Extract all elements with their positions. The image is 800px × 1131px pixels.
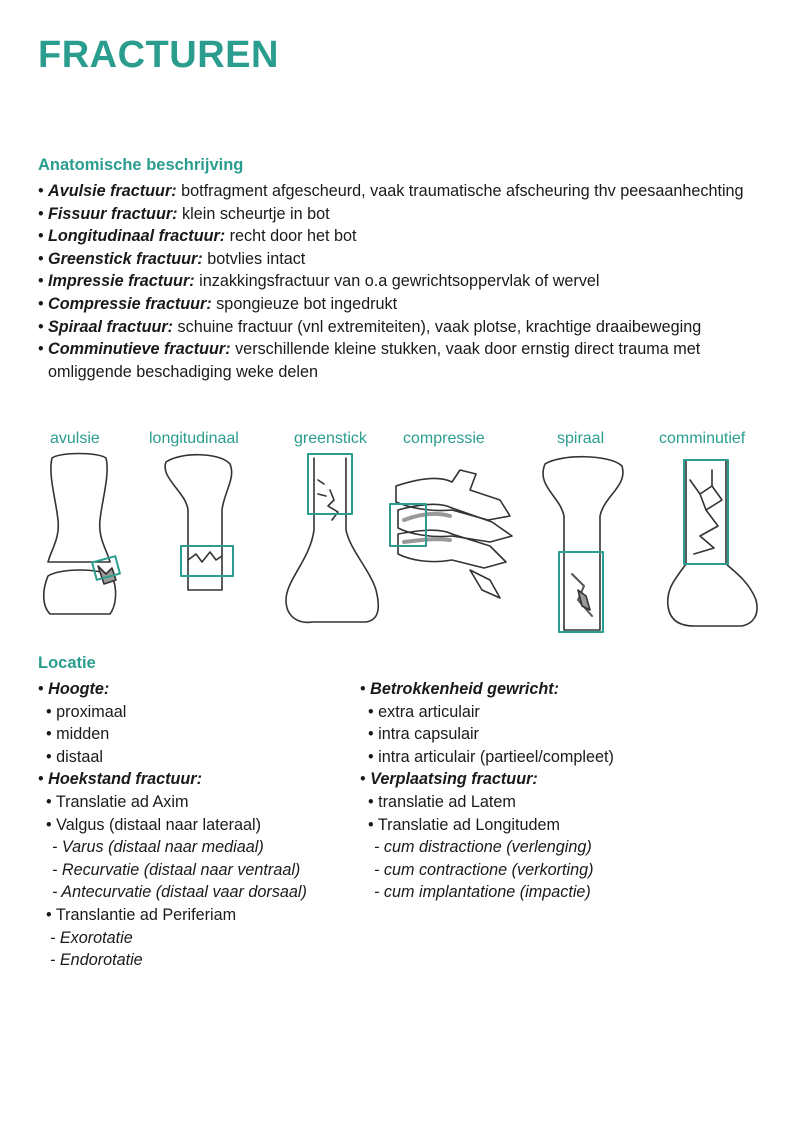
location-subitem: • Valgus (distaal naar lateraal) [46, 815, 262, 834]
fracture-description: verschillende kleine stukken, vaak door ernstig direct trauma met omliggende beschadiging weke delen [48, 340, 701, 381]
location-detail [360, 836, 780, 859]
location-detail [360, 859, 780, 882]
location-subitem-text: intra capsulair [378, 725, 479, 744]
location-subitem-text: midden [56, 725, 110, 744]
location-detail [38, 881, 358, 904]
fracture-term: Spiraal fractuur: [48, 317, 174, 336]
fracture-term: Compressie fractuur: [48, 294, 212, 313]
location-detail-text: - Antecurvatie (distaal vaar dorsaal) [52, 883, 307, 902]
location-subitem-text: proximaal [56, 702, 127, 721]
location-subitem: • Translatie ad Longitudem [368, 815, 560, 834]
fracture-description: schuine fractuur (vnl extremiteiten), vaak plotse, krachtige draaibeweging [173, 317, 702, 336]
location-detail-text: - cum distractione (verlenging) [374, 838, 592, 857]
location-heading-text: Hoekstand fractuur: [48, 770, 202, 789]
location-subitem-text: translatie ad Latem [378, 792, 516, 811]
location-heading: • Betrokkenheid gewricht: [360, 680, 560, 698]
fracture-term: Impressie fractuur: [48, 272, 195, 291]
diagram-label-longitudinaal: longitudinaal [149, 430, 239, 447]
page-title: FRACTUREN [38, 34, 279, 76]
fracture-type-list [38, 180, 768, 383]
location-detail [38, 836, 358, 859]
location-subitem-text: Valgus (distaal naar lateraal) [56, 815, 262, 834]
location-subitem-text: Translatie ad Axim [55, 792, 189, 811]
fracture-description: botfragment afgescheurd, vaak traumatische afscheuring thv peesaanhechting [176, 182, 744, 200]
list-item: • Longitudinaal fractuur: recht door het bot [38, 227, 357, 246]
location-subitem-text: distaal [56, 747, 103, 766]
fracture-description: spongieuze bot ingedrukt [211, 294, 398, 313]
fracture-description: inzakkingsfractuur van o.a gewrichtsoppervlak of wervel [194, 272, 600, 291]
location-subitem: • distaal [46, 747, 103, 766]
location-subitem: • Translatie ad Axim [46, 792, 189, 811]
diagram-label-greenstick: greenstick [294, 430, 367, 447]
compression-vertebra-illustration [390, 470, 512, 598]
location-detail [38, 927, 358, 950]
location-detail [360, 881, 780, 904]
greenstick-bone-illustration [286, 454, 378, 622]
avulsion-bone-illustration [44, 454, 120, 615]
location-subitem: • extra articulair [368, 702, 480, 721]
list-item: • Fissuur fractuur: klein scheurtje in bot [38, 204, 330, 223]
fracture-term: Longitudinaal fractuur: [48, 227, 226, 246]
fracture-term: Greenstick fractuur: [48, 249, 203, 268]
location-subitem: • intra capsulair [368, 725, 479, 744]
diagram-label-spiraal: spiraal [557, 430, 605, 447]
fracture-term: Fissuur fractuur: [48, 204, 178, 223]
location-subitem-text: intra articulair (partieel/compleet) [378, 747, 614, 766]
location-right-column [360, 678, 780, 904]
location-subitem: • Translantie ad Periferiam [46, 905, 237, 924]
location-subitem-text: extra articulair [378, 702, 480, 721]
location-heading-text: Hoogte: [48, 680, 110, 698]
diagram-label-avulsie: avulsie [50, 430, 100, 447]
location-subitem: • intra articulair (partieel/compleet) [368, 747, 614, 766]
list-item: • Comminutieve fractuur: verschillende kleine stukken, vaak door ernstig direct trauma met omliggende beschadiging weke delen [38, 340, 701, 381]
location-detail-text: - Exorotatie [50, 928, 133, 947]
location-heading: • Hoekstand fractuur: [38, 770, 202, 789]
location-detail-text: - cum contractione (verkorting) [374, 860, 594, 879]
fracture-illustrations [0, 450, 800, 640]
fracture-description: recht door het bot [225, 227, 357, 246]
list-item: • Compressie fractuur: spongieuze bot ingedrukt [38, 294, 398, 313]
location-subitem: • midden [46, 725, 110, 744]
location-subitem-text: Translantie ad Periferiam [55, 905, 237, 924]
location-subitem: • proximaal [46, 702, 127, 721]
location-detail-text: - Endorotatie [50, 951, 143, 970]
fracture-term: Avulsie fractuur: [48, 182, 177, 200]
spiral-bone-illustration [543, 457, 623, 632]
comminuted-bone-illustration [668, 460, 757, 626]
location-heading-text: Betrokkenheid gewricht: [370, 680, 560, 698]
fracture-description: klein scheurtje in bot [177, 204, 330, 223]
location-subitem-text: Translatie ad Longitudem [377, 815, 560, 834]
fracture-description: botvlies intact [202, 249, 306, 268]
diagram-label-compressie: compressie [403, 430, 485, 447]
list-item: • Greenstick fractuur: botvlies intact [38, 249, 306, 268]
list-item: • Spiraal fractuur: schuine fractuur (vnl extremiteiten), vaak plotse, krachtige draaibeweging [38, 317, 702, 336]
diagram-label-comminutief: comminutief [659, 430, 746, 447]
location-heading: • Hoogte: [38, 680, 110, 698]
location-heading: • Verplaatsing fractuur: [360, 770, 538, 789]
section-heading-location: Locatie [38, 654, 96, 672]
list-item: • Impressie fractuur: inzakkingsfractuur van o.a gewrichtsoppervlak of wervel [38, 272, 600, 291]
location-heading-text: Verplaatsing fractuur: [370, 770, 538, 789]
location-subitem: • translatie ad Latem [368, 792, 516, 811]
location-detail [38, 859, 358, 882]
location-detail [38, 949, 358, 972]
fracture-term: Comminutieve fractuur: [48, 340, 231, 359]
section-heading-anatomy: Anatomische beschrijving [38, 156, 244, 174]
longitudinal-bone-illustration [165, 455, 233, 590]
list-item: • Avulsie fractuur: botfragment afgescheurd, vaak traumatische afscheuring thv peesaanhechting [38, 182, 744, 200]
location-detail-text: - cum implantatione (impactie) [374, 883, 591, 902]
location-detail-text: - Recurvatie (distaal naar ventraal) [52, 860, 301, 879]
location-left-column [38, 678, 358, 972]
location-detail-text: - Varus (distaal naar mediaal) [52, 838, 264, 857]
